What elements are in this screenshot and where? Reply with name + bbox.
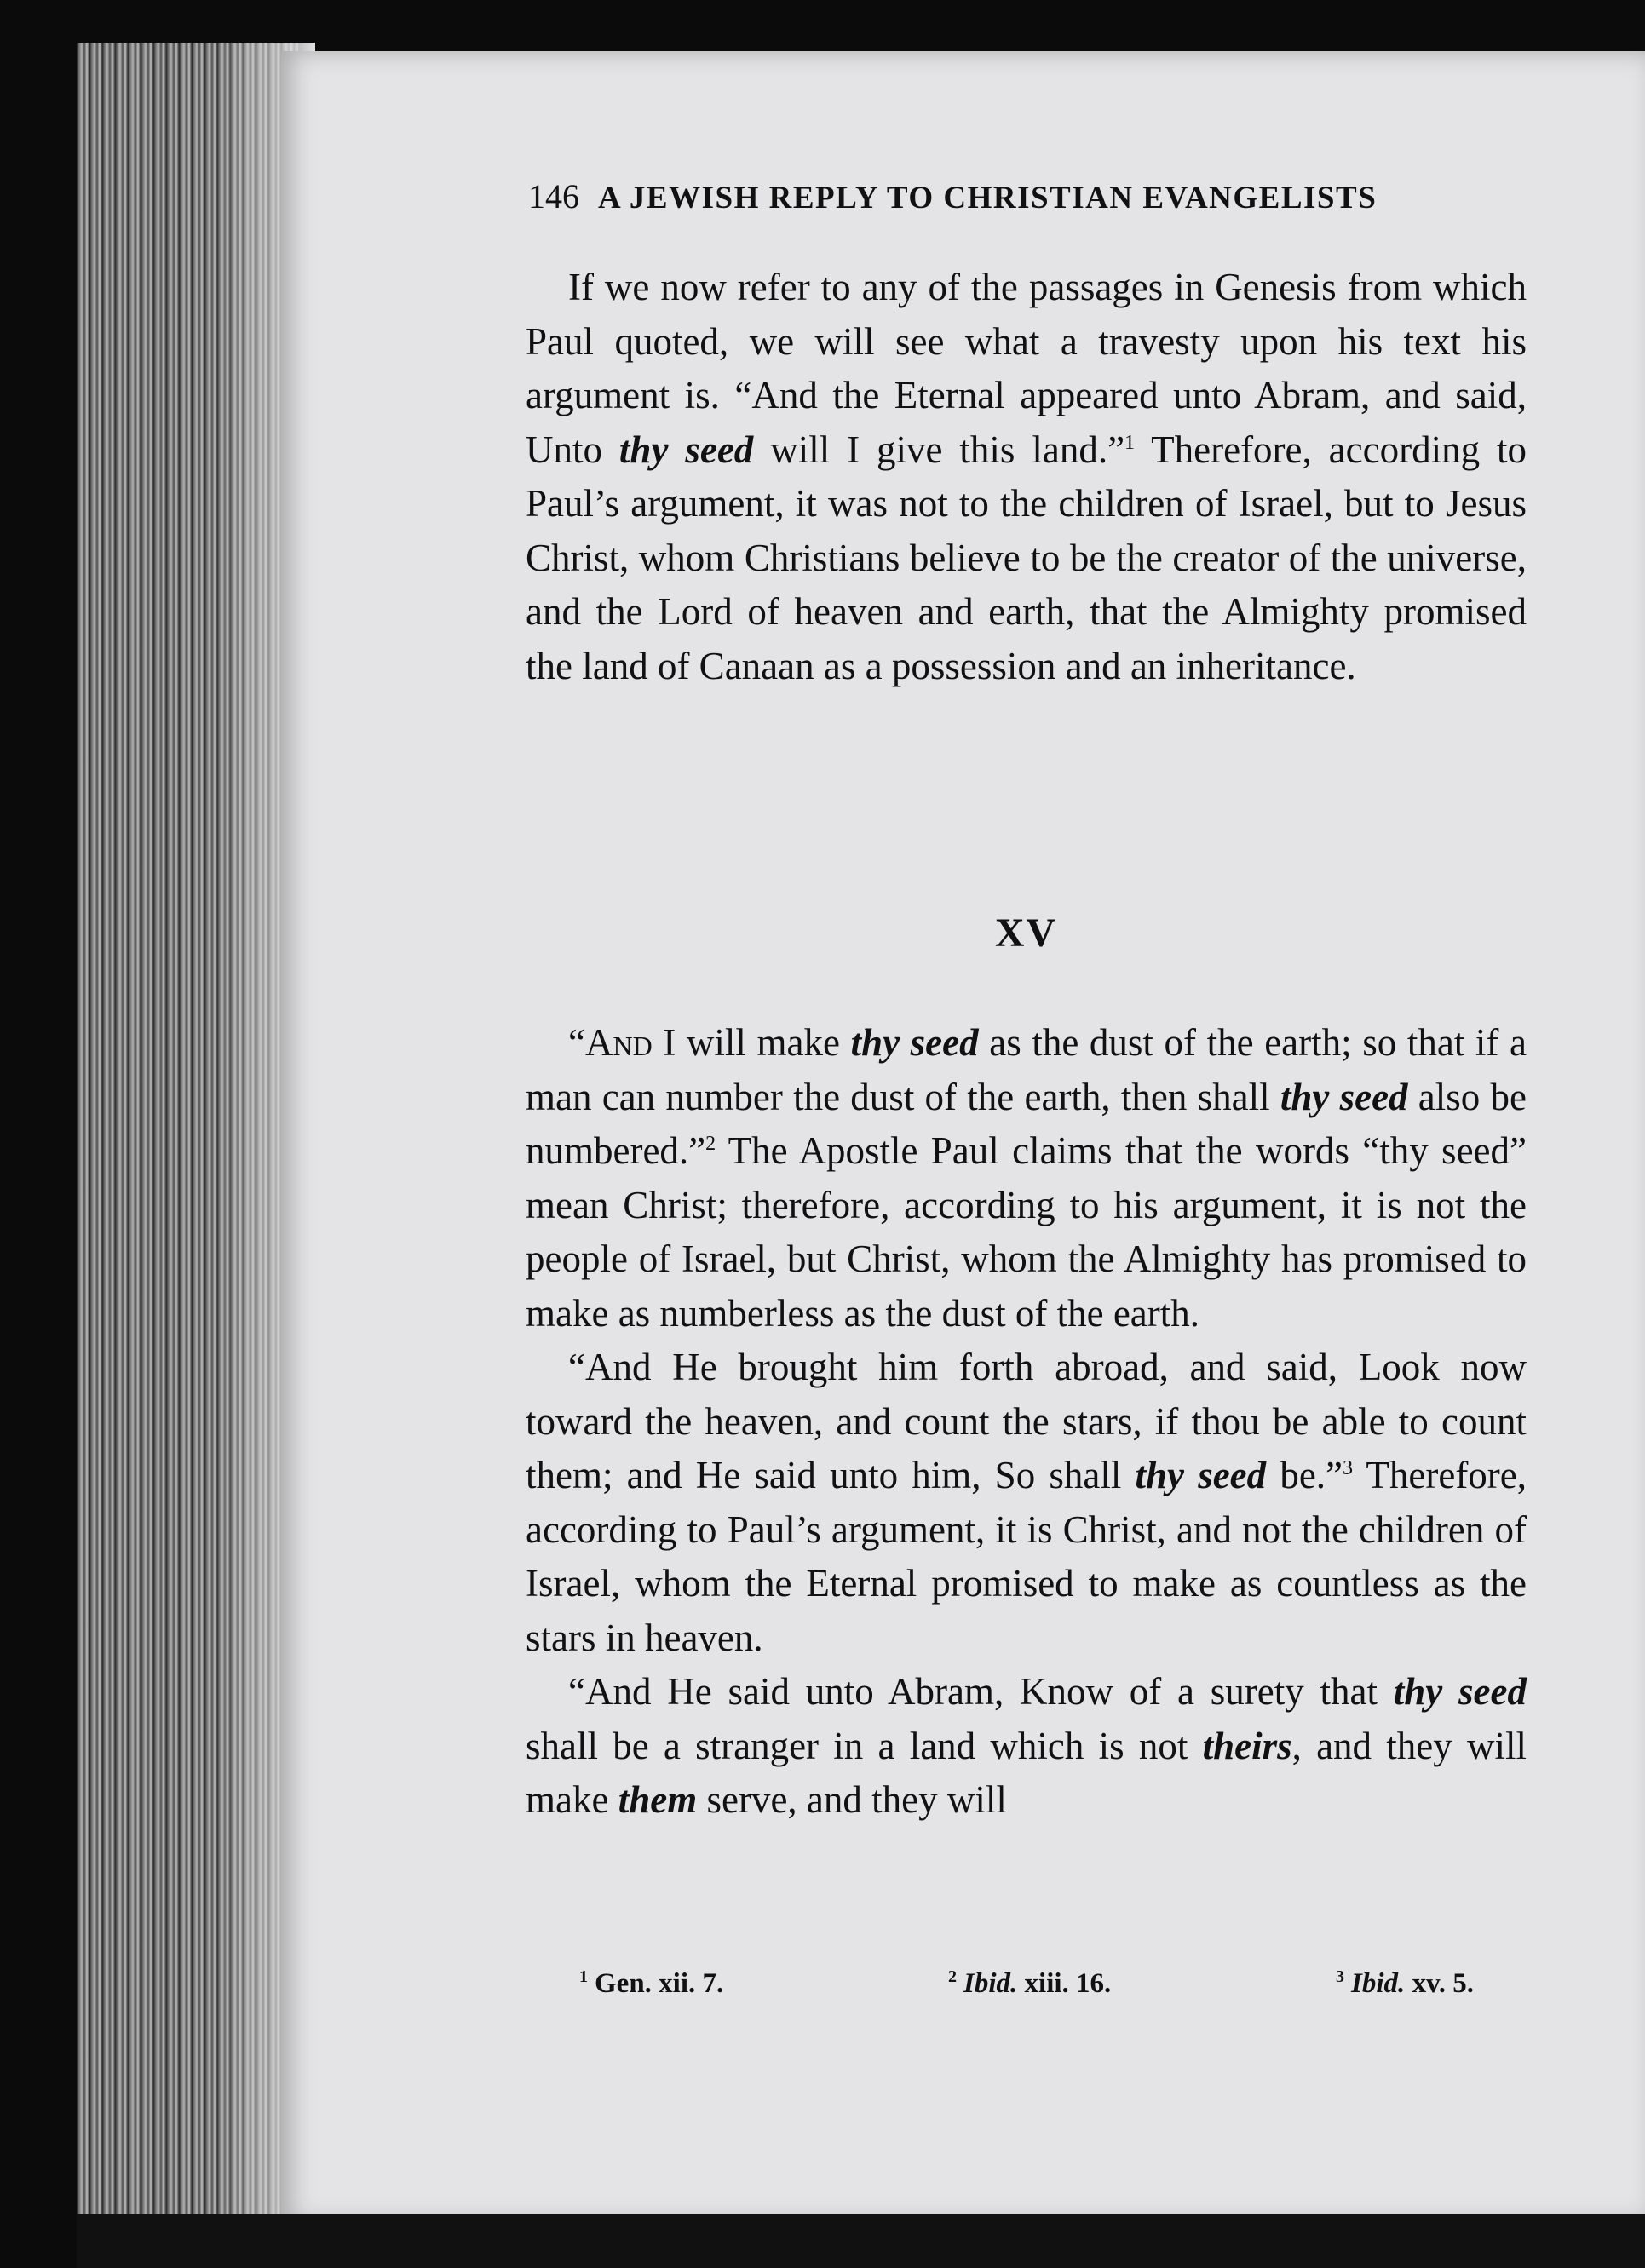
- paragraph-4: [526, 1665, 1527, 1828]
- footnote-mark: 1: [579, 1967, 588, 1986]
- page-bottom-edge: [77, 2214, 1645, 2268]
- emphasis: theirs: [1202, 1724, 1292, 1767]
- text-run: be.”: [1266, 1454, 1343, 1496]
- footnote-1: [579, 1967, 723, 2000]
- footnote-text: xv. 5.: [1405, 1968, 1474, 1999]
- text-run: “And He brought him forth abroad, and said, Look now toward the heaven, and count the stars, if thou be able to count them; and He said unto him, So shall: [526, 1346, 1527, 1496]
- open-quote: “: [568, 1021, 585, 1064]
- emphasis: thy seed: [850, 1021, 979, 1064]
- paragraph-2: [526, 1016, 1527, 1341]
- emphasis: thy seed: [1280, 1075, 1408, 1118]
- footnote-ref-1: 1: [1124, 431, 1136, 454]
- paragraph-1: [526, 261, 1527, 693]
- section-heading: XV: [994, 910, 1058, 956]
- running-header: [528, 176, 1474, 216]
- text-run: “And He said unto Abram, Know of a surety that: [568, 1670, 1394, 1713]
- text-run: Therefore, according to Paul’s argument, it is Christ, and not the children of Israel, whom the Eternal promised to make as countless as the stars in heaven.: [526, 1454, 1527, 1659]
- running-title: A JEWISH REPLY TO CHRISTIAN EVANGELISTS: [598, 181, 1378, 215]
- footnote-ref-2: 2: [705, 1133, 716, 1155]
- emphasis: thy seed: [1393, 1670, 1527, 1713]
- emphasis: them: [618, 1778, 698, 1821]
- footnote-mark: 2: [948, 1967, 958, 1986]
- text-run: I will make: [652, 1021, 851, 1064]
- footnote-3: [1336, 1967, 1474, 2000]
- text-run: as the dust of the earth; so that if a man can number the dust of the earth, then shall: [526, 1021, 1527, 1118]
- paragraph-3: [526, 1341, 1527, 1665]
- text-run: shall be a stranger in a land which is not: [526, 1724, 1203, 1767]
- section-body: [526, 1016, 1527, 1828]
- emphasis: thy seed: [1135, 1454, 1267, 1496]
- text-run: , and they will make: [526, 1724, 1527, 1821]
- footnote-text: xiii. 16.: [1017, 1968, 1112, 1999]
- footnotes: [579, 1967, 1474, 2000]
- small-caps-word: And: [584, 1021, 653, 1064]
- emphasis: thy seed: [618, 428, 754, 471]
- footnote-2: [948, 1967, 1111, 2000]
- text-run: Therefore, according to Paul’s argument, it was not to the children of Israel, but to Jesus Christ, whom Christians believe to be the creator of the universe, and the Lord of heaven and earth, that the Almighty promised the land of Canaan as a possession and an inheritance.: [526, 428, 1527, 687]
- footnote-ibid: Ibid.: [963, 1968, 1018, 1999]
- text-run: also be numbered.”: [526, 1075, 1527, 1172]
- text-run: If we now refer to any of the passages in Genesis from which Paul quoted, we will see what a travesty upon his text his argument is. “And the Eternal appeared unto Abram, and said, Unto: [526, 266, 1527, 471]
- text-run: will I give this land.”: [753, 428, 1125, 471]
- footnote-ibid: Ibid.: [1351, 1968, 1406, 1999]
- footnote-text: Gen. xii. 7.: [595, 1968, 724, 1999]
- text-run: serve, and they will: [697, 1778, 1007, 1821]
- footnote-ref-3: 3: [1343, 1457, 1354, 1479]
- text-run: The Apostle Paul claims that the words “thy seed” mean Christ; therefore, according to his argument, it is not the people of Israel, but Christ, whom the Almighty has promised to make as numberless as the dust of the earth.: [526, 1129, 1527, 1335]
- footnote-mark: 3: [1336, 1967, 1345, 1986]
- page-number: 146: [528, 177, 579, 215]
